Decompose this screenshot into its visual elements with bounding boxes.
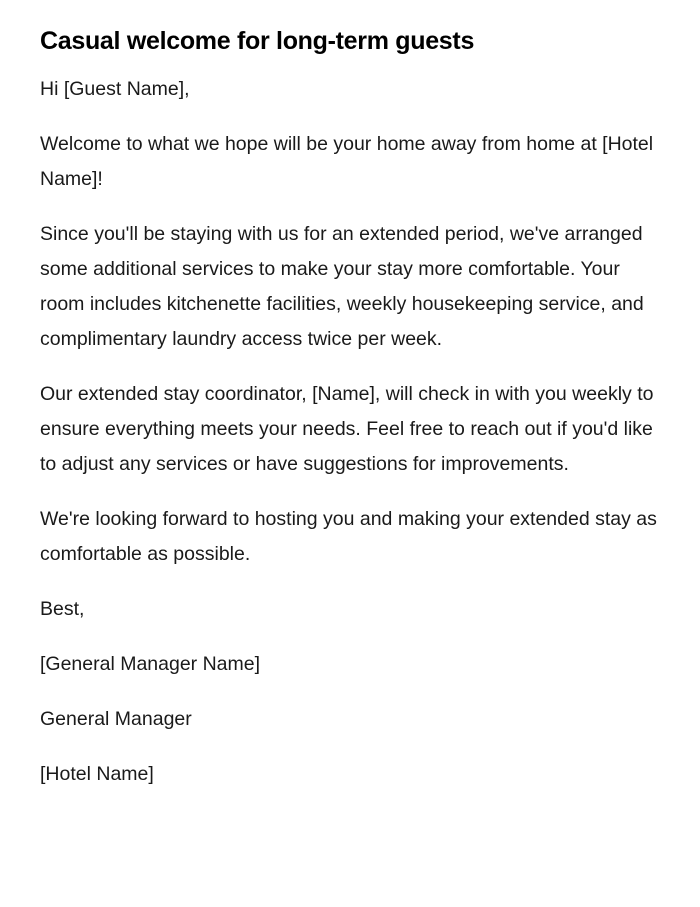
paragraph-services: Since you'll be staying with us for an extended period, we've arranged some additional services to make your stay more comfortable. Your room includes kitchenette facilities, weekly housekeeping service, and complimentary laundry access twice per week. — [40, 223, 644, 350]
paragraph-coordinator: Our extended stay coordinator, [Name], will check in with you weekly to ensure everything meets your needs. Feel free to reach out if you'd like to adjust any services or have suggestions for improvements. — [40, 383, 654, 475]
greeting: Hi [Guest Name], — [40, 78, 190, 100]
paragraph-closing: We're looking forward to hosting you and making your extended stay as comfortable as possible. — [40, 508, 657, 565]
signature-role: General Manager — [40, 708, 192, 730]
signature-hotel: [Hotel Name] — [40, 763, 154, 785]
paragraph-welcome: Welcome to what we hope will be your home away from home at [Hotel Name]! — [40, 133, 654, 190]
signoff: Best, — [40, 598, 85, 620]
signature-name: [General Manager Name] — [40, 653, 261, 675]
document-title: Casual welcome for long-term guests — [40, 27, 475, 55]
